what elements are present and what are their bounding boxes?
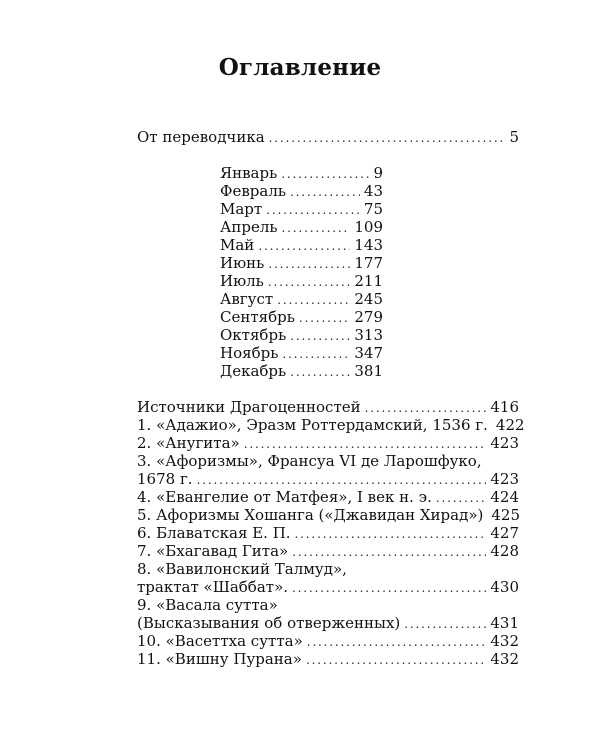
leader-dots bbox=[269, 129, 506, 147]
entry-page: 416 bbox=[490, 398, 519, 416]
entry-page: 422 bbox=[495, 416, 525, 434]
entry-page: 43 bbox=[363, 182, 383, 200]
entry-label: Август bbox=[220, 290, 274, 308]
entry-label: 5. Афоризмы Хошанга («Джавидан Хирад») bbox=[137, 506, 484, 524]
entry-label: 1678 г. bbox=[137, 470, 193, 488]
entry-page: 5 bbox=[509, 128, 519, 146]
entry-label: 10. «Васеттха сутта» bbox=[137, 632, 303, 650]
entry-page: 431 bbox=[490, 614, 519, 632]
entry-page: 9 bbox=[373, 164, 383, 182]
leader-dots bbox=[292, 579, 486, 597]
toc-entry-source[interactable] bbox=[137, 632, 519, 651]
toc-entry-month[interactable] bbox=[220, 344, 383, 363]
entry-page: 143 bbox=[354, 236, 383, 254]
entry-label: 2. «Анугита» bbox=[137, 434, 240, 452]
entry-page: 432 bbox=[490, 632, 519, 650]
entry-label: Июль bbox=[220, 272, 264, 290]
leader-dots bbox=[307, 633, 487, 651]
toc-entry-source[interactable] bbox=[137, 614, 519, 633]
leader-dots bbox=[365, 399, 487, 417]
toc-entry-sources[interactable] bbox=[137, 398, 519, 417]
toc-entry-line1[interactable]: 3. «Афоризмы», Франсуа VI де Ларошфуко, bbox=[137, 452, 482, 470]
leader-dots bbox=[290, 327, 350, 345]
entry-label: 6. Блаватская Е. П. bbox=[137, 524, 291, 542]
entry-page: 211 bbox=[354, 272, 383, 290]
entry-page: 425 bbox=[491, 506, 521, 524]
leader-dots bbox=[281, 165, 369, 183]
toc-entry-line1[interactable]: 9. «Васала сутта» bbox=[137, 596, 278, 614]
entry-page: 313 bbox=[354, 326, 383, 344]
toc-entry-month[interactable] bbox=[220, 272, 383, 291]
toc-entry-source[interactable] bbox=[137, 650, 519, 669]
toc-entry-month[interactable] bbox=[220, 182, 383, 201]
entry-label: Январь bbox=[220, 164, 278, 182]
entry-page: 109 bbox=[354, 218, 383, 236]
entry-page: 279 bbox=[354, 308, 383, 326]
leader-dots bbox=[258, 237, 350, 255]
toc-entry-source[interactable] bbox=[137, 434, 519, 453]
leader-dots bbox=[282, 219, 351, 237]
toc-entry-source[interactable] bbox=[137, 470, 519, 489]
leader-dots bbox=[266, 201, 360, 219]
entry-label: 11. «Вишну Пурана» bbox=[137, 650, 302, 668]
entry-page: 381 bbox=[354, 362, 383, 380]
toc-entry-month[interactable] bbox=[220, 236, 383, 255]
toc-entry-line1[interactable]: 8. «Вавилонский Талмуд», bbox=[137, 560, 347, 578]
toc-entry-month[interactable] bbox=[220, 254, 383, 273]
entry-page: 430 bbox=[490, 578, 519, 596]
toc-entry-month[interactable] bbox=[220, 200, 383, 219]
entry-label: От переводчика bbox=[137, 128, 265, 146]
entry-label: Ноябрь bbox=[220, 344, 279, 362]
leader-dots bbox=[299, 309, 350, 327]
entry-label: 7. «Бхагавад Гита» bbox=[137, 542, 289, 560]
leader-dots bbox=[295, 525, 487, 543]
leader-dots bbox=[282, 345, 350, 363]
toc-entry-month[interactable] bbox=[220, 218, 383, 237]
entry-page: 347 bbox=[354, 344, 383, 362]
entry-page: 423 bbox=[490, 434, 519, 452]
entry-label: Июнь bbox=[220, 254, 265, 272]
entry-label: Источники Драгоценностей bbox=[137, 398, 361, 416]
leader-dots bbox=[436, 489, 487, 507]
toc-entry-source[interactable] bbox=[137, 416, 525, 435]
toc-entry-source[interactable] bbox=[137, 506, 519, 525]
entry-label: Апрель bbox=[220, 218, 278, 236]
leader-dots bbox=[244, 435, 487, 453]
toc-entry-source[interactable] bbox=[137, 578, 519, 597]
leader-dots bbox=[277, 291, 350, 309]
entry-page: 245 bbox=[354, 290, 383, 308]
leader-dots bbox=[404, 615, 486, 633]
entry-label: Февраль bbox=[220, 182, 287, 200]
toc-entry-source[interactable] bbox=[137, 524, 519, 543]
entry-label: Октябрь bbox=[220, 326, 287, 344]
leader-dots bbox=[290, 363, 350, 381]
entry-label: Март bbox=[220, 200, 263, 218]
entry-page: 432 bbox=[490, 650, 519, 668]
entry-page: 177 bbox=[354, 254, 383, 272]
entry-label: Май bbox=[220, 236, 255, 254]
toc-entry-month[interactable] bbox=[220, 326, 383, 345]
toc-entry-intro[interactable] bbox=[137, 128, 519, 147]
toc-entry-month[interactable] bbox=[220, 308, 383, 327]
toc-entry-source[interactable] bbox=[137, 488, 519, 507]
entry-page: 428 bbox=[490, 542, 519, 560]
leader-dots bbox=[290, 183, 360, 201]
toc-entry-month[interactable] bbox=[220, 362, 383, 381]
leader-dots bbox=[268, 273, 351, 291]
toc-entry-source[interactable] bbox=[137, 542, 519, 561]
entry-label: 1. «Адажио», Эразм Роттердамский, 1536 г. bbox=[137, 416, 488, 434]
entry-label: трактат «Шаббат». bbox=[137, 578, 289, 596]
entry-page: 424 bbox=[490, 488, 519, 506]
toc-entry-month[interactable] bbox=[220, 290, 383, 309]
toc-entry-month[interactable] bbox=[220, 164, 383, 183]
entry-page: 427 bbox=[490, 524, 519, 542]
entry-label: Сентябрь bbox=[220, 308, 295, 326]
entry-page: 423 bbox=[490, 470, 519, 488]
entry-page: 75 bbox=[363, 200, 383, 218]
entry-label: 4. «Евангелие от Матфея», I век н. э. bbox=[137, 488, 432, 506]
entry-label: (Высказывания об отверженных) bbox=[137, 614, 401, 632]
leader-dots bbox=[292, 543, 486, 561]
entry-label: Декабрь bbox=[220, 362, 287, 380]
page-title: Оглавление bbox=[218, 54, 382, 81]
leader-dots bbox=[268, 255, 350, 273]
leader-dots bbox=[197, 471, 487, 489]
leader-dots bbox=[306, 651, 486, 669]
